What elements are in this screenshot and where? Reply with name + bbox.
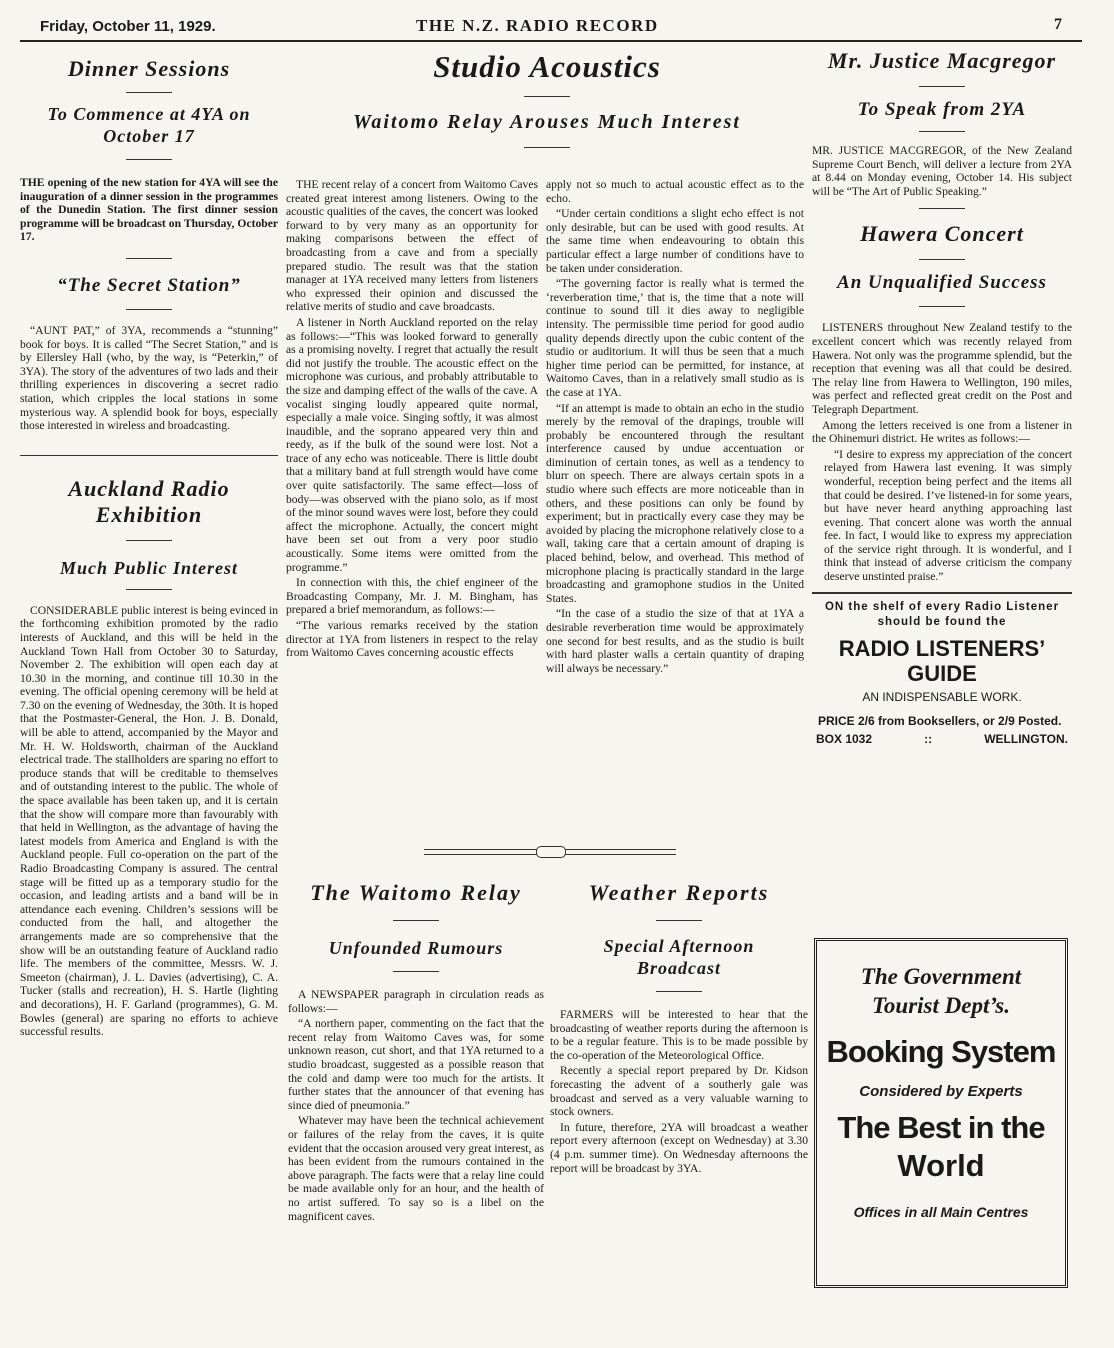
studio-paragraph: In connection with this, the chief engineer of the Broadcasting Company, Mr. J. M. Bingham, has prepared a brief memorandum, as follows:—	[286, 576, 538, 617]
page-number: 7	[1054, 16, 1062, 33]
studio-paragraph: “Under certain conditions a slight echo effect is not only desirable, but can be used with good results. At the same time when endeavouring to obtain this particular effect a large number of conditions have to be taken under consideration.	[546, 207, 804, 275]
waitomo-paragraph: A NEWSPAPER paragraph in circulation reads as follows:—	[288, 988, 544, 1015]
studio-headline: Studio Acoustics	[433, 49, 661, 84]
secret-headline: “The Secret Station”	[57, 274, 241, 296]
divider	[919, 306, 965, 307]
divider	[524, 96, 570, 97]
studio-paragraph: THE recent relay of a concert from Waitomo Caves created great interest among listeners. Owing to the acoustic qualities of the caves, the concert was looked forward to by very many as an opportunity for making comparisons between the effect of broadcasting from a cave and from a specially prepared studio. The result was that the station manager at 1YA received many letters from listeners who expressed their opinion and discussed the relative merits of studio and cave broadcasts.	[286, 178, 538, 314]
tourist-line-4: Considered by Experts	[859, 1083, 1023, 1100]
studio-paragraph: “The governing factor is really what is termed the ‘reverberation time,’ that is, the time that a note will continue to sound till it dies away to negligible intensity. The permissible time period for good audio quality depends directly upon the cubic content of the studio or auditorium. It will thus be seen that a much higher time period can be permitted, for instance, at Waitomo Caves, than in a relatively small studio as is the case at 1YA.	[546, 277, 804, 399]
studio-paragraph: “In the case of a studio the size of that at 1YA a desirable reverberation time would be approximately one second for best results, and as the studio is built with hard plaster walls a certain quantity of draping will always be necessary.”	[546, 607, 804, 675]
divider	[126, 589, 172, 590]
macgregor-subhead: To Speak from 2YA	[857, 99, 1027, 120]
guide-title: RADIO LISTENERS’ GUIDE	[838, 635, 1046, 686]
waitomo-subhead: Unfounded Rumours	[328, 938, 504, 958]
tourist-line-1: The Government	[860, 964, 1022, 989]
auckland-subhead: Much Public Interest	[59, 557, 239, 578]
hawera-paragraph: LISTENERS throughout New Zealand testify to the excellent concert which was recently relayed from Hawera. Not only was the programme splendid, but the reception that evening was all that could be desired. The relay line from Hawera to Wellington, 190 miles, was perfect and reflected great credit on the Post and Telegraph Department.	[812, 321, 1072, 416]
masthead-rule	[20, 40, 1082, 42]
dinner-subhead: To Commence at 4YA on October 17	[47, 104, 251, 146]
divider	[524, 147, 570, 148]
waitomo-headline: The Waitomo Relay	[310, 880, 522, 905]
tourist-advertisement	[814, 938, 1068, 1288]
hawera-paragraph: Among the letters received is one from a listener in the Ohinemuri district. He writes as follows:—	[812, 418, 1072, 446]
macgregor-headline: Mr. Justice Macgregor	[827, 48, 1057, 73]
waitomo-paragraph: Whatever may have been the technical achievement or failures of the relay from the caves, it is quite evident that the occasion aroused very great interest, as has been evident from the rumours contained in the above paragraph. The facts were that a relay line could be made available only for an hour, and the health of no artist suffered. To say so is a libel on the magnificent caves.	[288, 1114, 544, 1223]
hawera-subhead: An Unqualified Success	[837, 272, 1047, 294]
tourist-line-6: World	[897, 1148, 985, 1183]
studio-column-2	[546, 178, 804, 677]
macgregor-body: MR. JUSTICE MACGREGOR, of the New Zealand Supreme Court Bench, will deliver a lecture from 2YA at 8.44 on Monday evening, October 14. His subject will be “The Art of Public Speaking.”	[812, 144, 1072, 198]
section-rule	[812, 592, 1072, 594]
divider	[656, 991, 702, 992]
issue-date: Friday, October 11, 1929.	[40, 18, 216, 35]
weather-article	[550, 880, 808, 1177]
secret-body: “AUNT PAT,” of 3YA, recommends a “stunning” book for boys. It is called “The Secret Station,” and is by Ellersley Hall (who, by the way, is “Peterkin,” of 3YA). The story of the adventures of two lads and their thrilling experiences in discovering a secret radio station, which cripples the local stations in some mysterious way. A splendid book for boys, especially those interested in wireless and broadcasting.	[20, 323, 278, 433]
weather-paragraph: FARMERS will be interested to hear that the broadcasting of weather reports during the afternoon is to be a regular feature. This is to be made possible by the co-operation of the Meteorological Office.	[550, 1008, 808, 1062]
divider	[919, 86, 965, 87]
guide-tagline: AN INDISPENSABLE WORK.	[862, 689, 1022, 704]
tourist-line-2: Tourist Dept’s.	[871, 993, 1011, 1018]
divider	[919, 131, 965, 132]
guide-advertisement	[812, 600, 1072, 746]
studio-paragraph: “The various remarks received by the station director at 1YA from listeners in respect to the relay from Waitomo Caves concerning acoustic effects	[286, 619, 538, 660]
divider	[126, 92, 172, 93]
tourist-line-5: The Best in the	[837, 1110, 1045, 1145]
studio-column-1	[286, 178, 538, 662]
divider	[919, 208, 965, 209]
studio-subhead: Waitomo Relay Arouses Much Interest	[353, 111, 741, 133]
guide-price: PRICE 2/6 from Booksellers, or 2/9 Posted.	[818, 713, 1062, 728]
dinner-body: THE opening of the new station for 4YA will see the inauguration of a dinner session in the programmes of the Dunedin Station. The first dinner session programme will be broadcast on Thursday, October 17.	[20, 176, 278, 244]
divider	[126, 309, 172, 310]
divider	[393, 920, 439, 921]
column-right	[812, 48, 1072, 746]
weather-paragraph: In future, therefore, 2YA will broadcast a weather report every afternoon (except on Wednesday) at 3.30 (4 p.m. summer time). On Wednesday afternoons the report will be broadcast by 3YA.	[550, 1120, 808, 1175]
divider	[126, 159, 172, 160]
publication-title: THE N.Z. RADIO RECORD	[416, 16, 659, 35]
waitomo-article	[288, 880, 544, 1225]
weather-paragraph: Recently a special report prepared by Dr. Kidson forecasting the advent of a southerly gale was broadcast and served as a very valuable warning to stock owners.	[550, 1064, 808, 1119]
guide-city: WELLINGTON.	[984, 731, 1068, 746]
guide-separator: ::	[924, 731, 933, 746]
tourist-line-3: Booking System	[826, 1034, 1056, 1069]
hawera-quote: “I desire to express my appreciation of the concert relayed from Hawera last evening. It was simply wonderful, reception being perfect and the items all that could be desired. I’ve listened-in for some years, but have never heard anything approaching last evening. That concert alone was worth the annual fee. In fact, I would like to express my appreciation of the service right through. It is wonderful, and I think that instead of adverse criticism the company deserve unstinted praise.”	[824, 447, 1072, 584]
auckland-headline: Auckland Radio Exhibition	[68, 475, 230, 527]
divider	[393, 971, 439, 972]
studio-paragraph: “If an attempt is made to obtain an echo in the studio merely by the removal of the drapings, trouble will probably be encountered through the resultant interference caused by undue accentuation or diminution of certain tones, as well as a tendency to blurr on speech. There are always certain spots in a studio where such effects are more noticeable than in others, and these positions can only be found by experiment; but in practically every case they may be avoided by placing the microphone relatively close to a wall, taking care that a certain amount of draping is placed behind, below, and overhead. This method of microphone placing is practically standard in the large broadcasting and gramophone studios in the United States.	[546, 401, 804, 605]
ornament-divider	[424, 846, 676, 856]
hawera-headline: Hawera Concert	[860, 221, 1024, 247]
divider	[126, 540, 172, 541]
divider	[919, 259, 965, 260]
guide-intro: ON the shelf of every Radio Listener should be found the	[824, 600, 1060, 628]
weather-headline: Weather Reports	[588, 880, 770, 905]
studio-paragraph: A listener in North Auckland reported on the relay as follows:—“This was looked forward to generally as a promising novelty. I regret that actually the result did not justify the trouble. The acoustic effect on the microphone was curious, and probably attributable to the size and damping effect of the walls of the cave. A vocalist singing loudly appeared quite normal, especially a male voice. Singing softly, it was almost inaudible, and the soprano appeared very thin and reedy, as if the bulk of the sound were lost. Not a trace of any echo was noticeable. There is little doubt that a military band at full strength would have come over quite satisfactorily. The same effect—loss of body—was observed with the piano solo, as if most of the minor sound waves were lost, before they could affect the microphone. Actually, the concert might have been set out from a very poor studio acoustically. Some items were omitted from the programme.”	[286, 315, 538, 574]
section-rule	[20, 455, 278, 456]
divider	[656, 920, 702, 921]
guide-address	[816, 732, 1068, 746]
column-left	[20, 50, 278, 1041]
auckland-body: CONSIDERABLE public interest is being evinced in the forthcoming exhibition promoted by the radio interests of Auckland, and this will be held in the Auckland Town Hall from October 30 to Saturday, November 2. The exhibition will open each day at 10.30 in the morning, and continue till 10.30 in the evening. The official opening ceremony will be held at 7.30 on the evening of Wednesday, the 30th. It is hoped that the Postmaster-General, the Hon. J. B. Donald, will be able to attend, accompanied by the Mayor and Mr. H. W. Holdsworth, chairman of the Auckland electrical trade. The stallholders are sparing no effort to produce stands that will be creditable to themselves and of outstanding interest to the public. The whole of the space available has been taken up, and it is certain that the show will compare more than favourably with that held in Wellington, as the advantage of having the latest models from America and England is with the Auckland people. Full co-operation on the part of the Radio Broadcasting Company is assured. The central stage will be fitted up as a temporary studio for the occasion, and leading artists and a band will be in attendance each evening. Children’s sessions will be conducted from the hall, and altogether the arrangements made are so comprehensive that the show will be an outstanding feature of Auckland radio life. The members of the committee, Messrs. W. J. Smeeton (chairman), J. L. Davies (advertising), C. A. Tucker (stalls and recreation), H. S. Hartle (lighting and decorations), H. F. Garland (programmes), G. M. Bowles (general) are sparing no efforts to achieve successful results.	[20, 603, 278, 1039]
dinner-headline: Dinner Sessions	[67, 56, 231, 81]
divider	[126, 258, 172, 259]
masthead	[18, 14, 1078, 38]
tourist-line-7: Offices in all Main Centres	[853, 1204, 1029, 1220]
studio-header	[288, 48, 806, 148]
guide-box: BOX 1032	[816, 731, 873, 746]
waitomo-paragraph: “A northern paper, commenting on the fact that the recent relay from Waitomo Caves was, for some unknown reason, cut short, and that 1YA returned to a studio broadcast, suggested as a possible reason that the cold and damp were too much for the artists. It further states that the announcer of that evening has since died of pneumonia.”	[288, 1017, 544, 1112]
weather-subhead: Special Afternoon Broadcast	[603, 936, 755, 978]
studio-paragraph: apply not so much to actual acoustic effect as to the echo.	[546, 178, 804, 205]
